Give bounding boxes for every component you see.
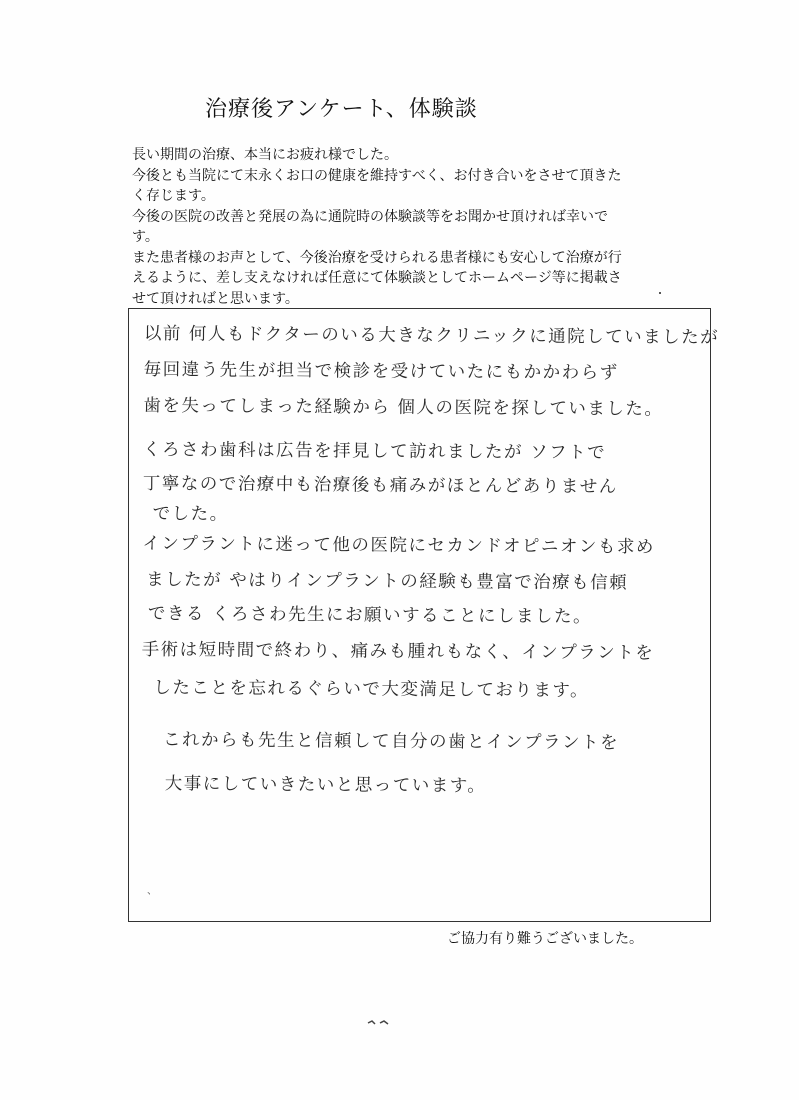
intro-line: 今後の医院の改善と発展の為に通院時の体験談等をお聞かせ頂ければ幸いで <box>132 208 608 225</box>
handwritten-line: 以前 何人もドクターのいる大きなクリニックに通院していましたが <box>143 323 720 349</box>
intro-line: 長い期間の治療、本当にお疲れ様でした。 <box>132 147 398 163</box>
handwritten-line: インプラントに迷って他の医院にセカンドオピニオンも求め <box>142 533 655 558</box>
scan-mark <box>366 1018 392 1028</box>
intro-line: す。 <box>132 229 159 245</box>
stray-mark: 、 <box>147 886 157 897</box>
thanks-note: ご協力有り難うございました。 <box>447 931 643 947</box>
handwritten-line: これからも先生と信頼して自分の歯とインプラントを <box>162 730 620 754</box>
handwritten-line: 手術は短時間で終わり、痛みも腫れもなく、インプラントを <box>141 639 655 664</box>
handwritten-line: くろさわ歯科は広告を拝見して訪れましたが ソフトで <box>143 439 607 464</box>
intro-line: 今後とも当院にて末永くお口の健康を維持すべく、お付き合いをさせて頂きた <box>132 167 622 184</box>
handwritten-line: ましたが やはりインプラントの経験も豊富で治療も信頼 <box>146 570 629 594</box>
intro-text <box>132 145 692 309</box>
handwritten-line: 大事にしていきたいと思っています。 <box>164 774 487 797</box>
handwritten-line: 毎回違う先生が担当で検診を受けていたにもかかわらず <box>143 359 619 384</box>
intro-line: せて頂ければと思います。 <box>132 290 299 307</box>
dot-mark <box>659 292 661 294</box>
handwritten-line: できる くろさわ先生にお願いすることにしました。 <box>147 604 593 628</box>
intro-line: えるように、差し支えなければ任意にて体験談としてホームページ等に掲載さ <box>132 270 622 286</box>
intro-line: く存じます。 <box>132 188 215 204</box>
handwritten-line: したことを忘れるぐらいで大変満足しております。 <box>153 678 590 702</box>
handwritten-line: 歯を失ってしまった経験から 個人の医院を探していました。 <box>143 395 664 420</box>
intro-line: また患者様のお声として、今後治療を受けられる患者様にも安心して治療が行 <box>132 249 622 266</box>
page-title: 治療後アンケート、体験談 <box>205 97 478 122</box>
handwritten-line: でした。 <box>152 504 229 525</box>
handwritten-line: 丁寧なので治療中も治療後も痛みがほとんどありません <box>142 473 618 498</box>
